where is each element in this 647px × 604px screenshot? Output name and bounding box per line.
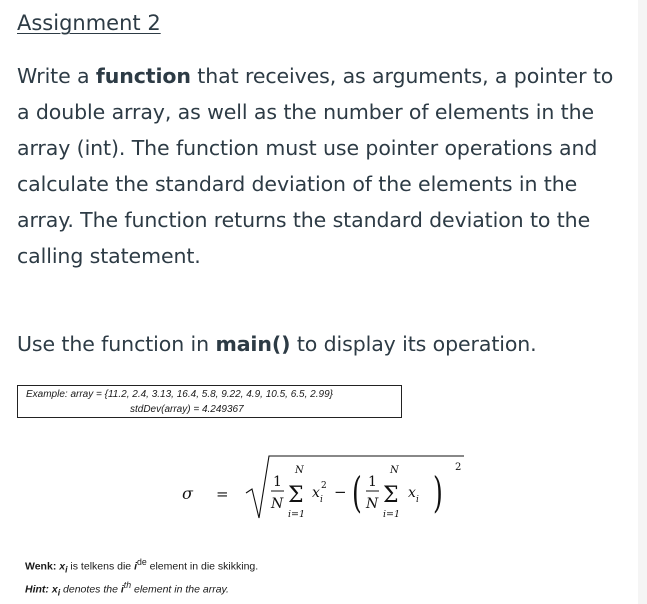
- term2-subscript: i: [416, 495, 419, 505]
- right-paren: ): [433, 469, 443, 518]
- formula-equals: =: [216, 485, 229, 503]
- term2-x: x: [408, 485, 416, 501]
- hint-afrikaans-i: i: [134, 560, 137, 573]
- assignment-description: [17, 58, 617, 274]
- example-result: stdDev(array) = 4.249367: [130, 404, 244, 415]
- usage-text-end: to display its operation.: [290, 332, 537, 356]
- right-gutter: [638, 0, 647, 604]
- term1-numerator: 1: [273, 474, 282, 490]
- usage-instruction: [17, 326, 617, 362]
- term1-sum-lower: i=1: [288, 509, 306, 520]
- term1-x: x: [312, 485, 320, 501]
- hint-afrikaans-de: de: [136, 557, 147, 567]
- term2-sum-lower: i=1: [383, 509, 401, 520]
- hint-afrikaans-x: x: [59, 560, 66, 573]
- hint-afrikaans-x-sub: i: [65, 564, 68, 575]
- formula-sigma: σ: [182, 484, 193, 503]
- left-paren: (: [352, 469, 362, 518]
- hint-english-i: i: [120, 583, 124, 596]
- term2-denominator: N: [366, 496, 379, 512]
- hint-english-th: th: [123, 579, 132, 590]
- description-text-rest: that receives, as arguments, a pointer to a double array, as well as the number of elements in the array (int). The function must use pointer operations and calculate the standard deviation of the elements in the array. The function returns the standard deviation to the calling statement.: [17, 64, 614, 268]
- example-array: Example: array = {11.2, 2.4, 3.13, 16.4, 5.8, 9.22, 4.9, 10.5, 6.5, 2.99}: [26, 389, 333, 400]
- description-text-start: Write a: [17, 64, 96, 88]
- example-box: [17, 385, 402, 418]
- usage-keyword-main: main(): [215, 332, 291, 356]
- term1-denominator: N: [271, 496, 284, 512]
- hint-english-x-sub: i: [57, 587, 61, 598]
- term2-sum-symbol: Σ: [383, 483, 399, 508]
- hint-english-x: x: [51, 583, 58, 596]
- outer-exponent: 2: [455, 462, 462, 473]
- assignment-heading: Assignment 2: [17, 11, 161, 35]
- term1-exponent: 2: [321, 481, 327, 491]
- term1-sum-upper: N: [295, 465, 304, 476]
- formula-graphic: [162, 448, 482, 530]
- term2-sum-upper: N: [390, 465, 399, 476]
- term1-sum-symbol: Σ: [288, 483, 304, 508]
- hint-afrikaans-text2: element in die skikking.: [146, 560, 259, 573]
- formula-minus: −: [334, 483, 347, 501]
- hint-afrikaans: [25, 555, 258, 578]
- description-keyword-function: function: [95, 64, 191, 88]
- hint-english-label: Hint:: [25, 583, 49, 596]
- usage-text-start: Use the function in: [17, 332, 216, 356]
- term1-subscript: i: [320, 495, 323, 505]
- hint-english-text2: element in the array.: [131, 583, 229, 596]
- term2-numerator: 1: [368, 474, 377, 490]
- hint-block: [25, 555, 258, 600]
- std-dev-formula: [162, 448, 482, 530]
- hint-english-text1: denotes the: [60, 583, 121, 596]
- hint-afrikaans-label: Wenk:: [25, 560, 57, 573]
- hint-english: [25, 578, 258, 601]
- hint-afrikaans-text1: is telkens die: [67, 560, 135, 573]
